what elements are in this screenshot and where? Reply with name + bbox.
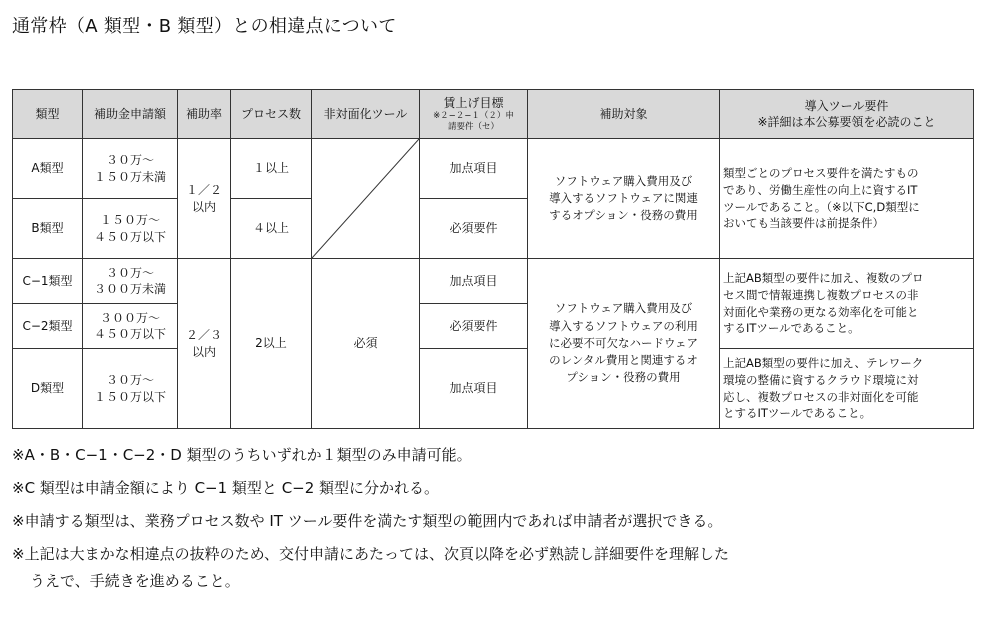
amount-d-to: １５０万以下 (93, 389, 166, 404)
header-req-note: ※詳細は本公募要領を必読のこと (757, 115, 936, 129)
notes-section (12, 446, 977, 590)
rate-ab-value: １／２ (185, 183, 222, 198)
cell-process-b: ４以上 (231, 199, 312, 259)
amount-a-to: １５０万未満 (93, 169, 166, 184)
cell-amount-a (83, 139, 178, 199)
cell-process-cd: 2以上 (231, 259, 312, 429)
cell-nonface-ab (312, 139, 420, 259)
cell-wage-c2: 必須要件 (420, 304, 528, 349)
table-header-row (13, 90, 974, 139)
amount-b-to: ４５０万以下 (93, 229, 166, 244)
header-tool-requirement (720, 90, 974, 139)
cell-requirement-d (720, 349, 974, 429)
target-ab-line-2: 導入するソフトウェアに関連 (549, 190, 698, 205)
rate-ab-suffix: 以内 (191, 199, 216, 214)
amount-a-from: ３０万〜 (105, 153, 154, 168)
cell-type-d: D類型 (13, 349, 83, 429)
req-d-line-3: 応し、複数プロセスの非対面化を可能 (723, 389, 919, 404)
cell-process-a: １以上 (231, 139, 312, 199)
target-ab-line-1: ソフトウェア購入費用及び (554, 173, 693, 188)
cell-wage-c1: 加点項目 (420, 259, 528, 304)
cell-type-c1: C−1類型 (13, 259, 83, 304)
cell-wage-a: 加点項目 (420, 139, 528, 199)
note-2: ※C 類型は申請金額により C−1 類型と C−2 類型に分かれる。 (12, 479, 440, 497)
amount-c2-to: ４５０万以下 (93, 327, 166, 341)
header-nonface-tool: 非対面化ツール (312, 90, 420, 139)
target-ab-line-3: するオプション・役務の費用 (549, 208, 698, 223)
amount-d-from: ３０万〜 (105, 373, 154, 388)
note-4: ※上記は大まかな相違点の抜粋のため、交付申請にあたっては、次頁以降を必ず熟読し詳細要件を理解した (12, 545, 729, 563)
table-row-d (13, 349, 974, 429)
header-rate: 補助率 (178, 90, 231, 139)
header-amount: 補助金申請額 (83, 90, 178, 139)
note-3: ※申請する類型は、業務プロセス数や IT ツール要件を満たす類型の範囲内であれば申請者が選択できる。 (12, 512, 723, 530)
cell-type-b: B類型 (13, 199, 83, 259)
cell-amount-c2 (83, 304, 178, 349)
cell-wage-b: 必須要件 (420, 199, 528, 259)
cell-type-c2: C−2類型 (13, 304, 83, 349)
cell-amount-b (83, 199, 178, 259)
req-d-line-4: とするITツールであること。 (723, 406, 872, 421)
header-req-title: 導入ツール要件 (804, 98, 889, 113)
req-ab-line-3: ツールであること。（※以下C,D類型に (723, 199, 920, 214)
page-title: 通常枠（A 類型・B 類型）との相違点について (12, 16, 397, 37)
amount-c1-from: ３０万〜 (105, 265, 154, 280)
target-cd-line-5: プション・役務の費用 (566, 370, 681, 385)
req-ab-line-4: おいても当該要件は前提条件） (723, 216, 884, 231)
target-cd-line-3: に必要不可欠なハードウェア (548, 335, 699, 350)
header-target: 補助対象 (528, 90, 720, 139)
req-ab-line-1: 類型ごとのプロセス要件を満たすもの (723, 166, 919, 181)
rate-cd-suffix: 以内 (191, 344, 216, 359)
cell-rate-ab (178, 139, 231, 259)
header-wage-title: 賃上げ目標 (443, 96, 504, 111)
comparison-table (12, 89, 974, 429)
header-wage-target (420, 90, 528, 139)
header-type: 類型 (13, 90, 83, 139)
header-wage-note-2: 請要件（セ） (447, 122, 499, 133)
header-wage-note-1: ※２−２−１（２）申 (433, 111, 514, 122)
cell-amount-d (83, 349, 178, 429)
target-cd-line-1: ソフトウェア購入費用及び (554, 301, 693, 316)
req-d-line-2: 環境の整備に資するクラウド環境に対 (723, 372, 919, 387)
note-4-continuation: うえで、手続きを進めること。 (30, 572, 240, 590)
target-cd-line-2: 導入するソフトウェアの利用 (549, 318, 698, 333)
cell-nonface-cd: 必須 (312, 259, 420, 429)
req-c-line-1: 上記AB類型の要件に加え、複数のプロ (723, 271, 924, 286)
target-cd-line-4: のレンタル費用と関連するオ (549, 353, 698, 368)
req-c-line-4: するITツールであること。 (723, 321, 860, 336)
cell-type-a: A類型 (13, 139, 83, 199)
cell-target-cd (528, 259, 720, 429)
amount-c2-from: ３００万〜 (99, 310, 160, 325)
cell-wage-d: 加点項目 (420, 349, 528, 429)
cell-target-ab (528, 139, 720, 259)
req-c-line-3: 対面化や業務の更なる効率化を可能と (723, 304, 919, 319)
cell-requirement-ab (720, 139, 974, 259)
table-row-a (13, 139, 974, 199)
cell-requirement-c (720, 259, 974, 349)
note-1: ※A・B・C−1・C−2・D 類型のうちいずれか１類型のみ申請可能。 (12, 446, 472, 464)
table-row-c1 (13, 259, 974, 304)
rate-cd-value: ２／３ (185, 328, 222, 343)
not-applicable-diagonal (312, 139, 419, 258)
amount-b-from: １５０万〜 (99, 213, 160, 228)
cell-amount-c1 (83, 259, 178, 304)
req-d-line-1: 上記AB類型の要件に加え、テレワーク (723, 356, 924, 371)
cell-rate-cd (178, 259, 231, 429)
amount-c1-to: ３００万未満 (93, 282, 166, 296)
header-process: プロセス数 (231, 90, 312, 139)
req-ab-line-2: であり、労働生産性の向上に資するIT (723, 182, 918, 197)
req-c-line-2: セス間で情報連携し複数プロセスの非 (723, 287, 919, 302)
